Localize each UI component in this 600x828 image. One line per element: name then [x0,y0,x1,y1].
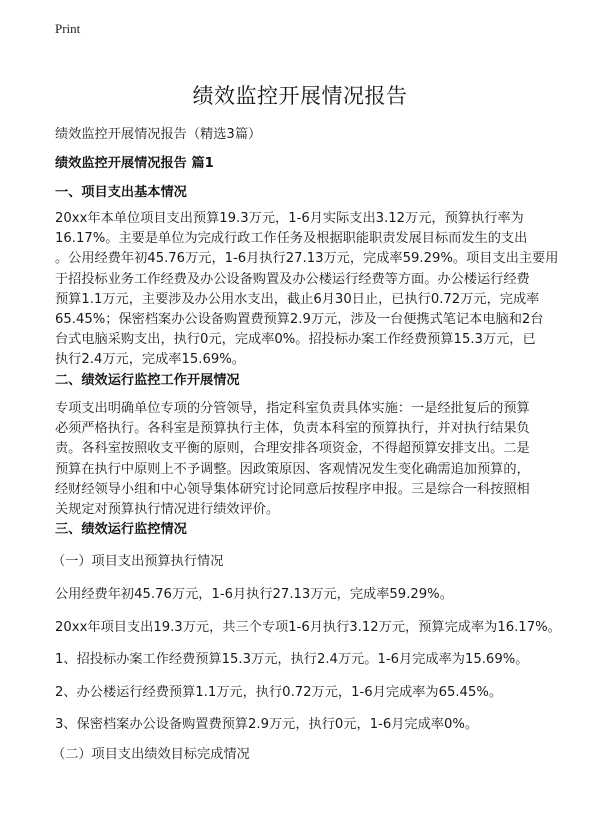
section3-line: 20xx年项目支出19.3万元，共三个专项1-6月执行3.12万元，预算完成率为16.17%。 [55,620,561,635]
section2-paragraph [55,399,550,520]
paragraph-line: 关规定对预算执行情况进行绩效评价。 [55,502,280,518]
section1-heading: 一、项目支出基本情况 [55,185,187,200]
document-subtitle: 绩效监控开展情况报告（精选3篇） [55,127,262,142]
paragraph-line: 必须严格执行。各科室是预算执行主体，负责本科室的预算执行，并对执行结果负 [55,421,530,437]
section3-line: 2、办公楼运行经费预算1.1万元，执行0.72万元，1-6月完成率为65.45%。 [55,685,503,700]
paragraph-line: 经财经领导小组和中心领导集体研究讨论同意后按程序申报。三是综合一科按照相 [55,481,530,497]
section3-line: 1、招投标办案工作经费预算15.3万元，执行2.4万元。1-6月完成率为15.69%。 [55,652,529,667]
paragraph-line: 专项支出明确单位专项的分管领导，指定科室负责具体实施：一是经批复后的预算 [55,401,530,416]
section3-sub1-heading: （一）项目支出预算执行情况 [52,554,224,569]
paragraph-line: 16.17%。主要是单位为完成行政工作任务及根据职能职责发展目标而发生的支出 [55,231,528,247]
paragraph-line: 预算1.1万元，主要涉及办公用水支出，截止6月30日止，已执行0.72万元，完成率 [55,291,540,307]
paragraph-line: 责。各科室按照收支平衡的原则，合理安排各项资金，不得超预算安排支出。二是 [55,441,530,457]
section1-paragraph [55,209,559,371]
paragraph-line: 执行2.4万元，完成率15.69%。 [55,352,245,368]
section3-sub2-heading: （二）项目支出绩效目标完成情况 [52,747,250,762]
article-heading: 绩效监控开展情况报告 篇1 [55,156,214,171]
section3-line: 3、保密档案办公设备购置费预算2.9万元，执行0元，1-6月完成率0%。 [55,717,479,732]
section2-heading: 二、绩效运行监控工作开展情况 [55,373,240,388]
section3-heading: 三、绩效运行监控情况 [55,522,187,537]
paragraph-line: 预算在执行中原则上不予调整。因政策原因、客观情况发生变化确需追加预算的， [55,461,530,477]
document-title: 绩效监控开展情况报告 [192,84,408,108]
section3-line: 公用经费年初45.76万元，1-6月执行27.13万元，完成率59.29%。 [55,587,453,602]
paragraph-line: 。公用经费年初45.76万元，1-6月执行27.13万元，完成率59.29%。项目支出主要用 [55,251,559,267]
print-label[interactable]: Print [55,21,81,36]
paragraph-line: 于招投标业务工作经费及办公设备购置及办公楼运行经费等方面。办公楼运行经费 [55,271,530,287]
paragraph-line: 65.45%；保密档案办公设备购置费预算2.9万元，涉及一台便携式笔记本电脑和2台 [55,312,544,328]
paragraph-line: 台式电脑采购支出，执行0元，完成率0%。招投标办案工作经费预算15.3万元，已 [55,332,536,348]
paragraph-line: 20xx年本单位项目支出预算19.3万元，1-6月实际支出3.12万元，预算执行率为 [55,211,524,226]
